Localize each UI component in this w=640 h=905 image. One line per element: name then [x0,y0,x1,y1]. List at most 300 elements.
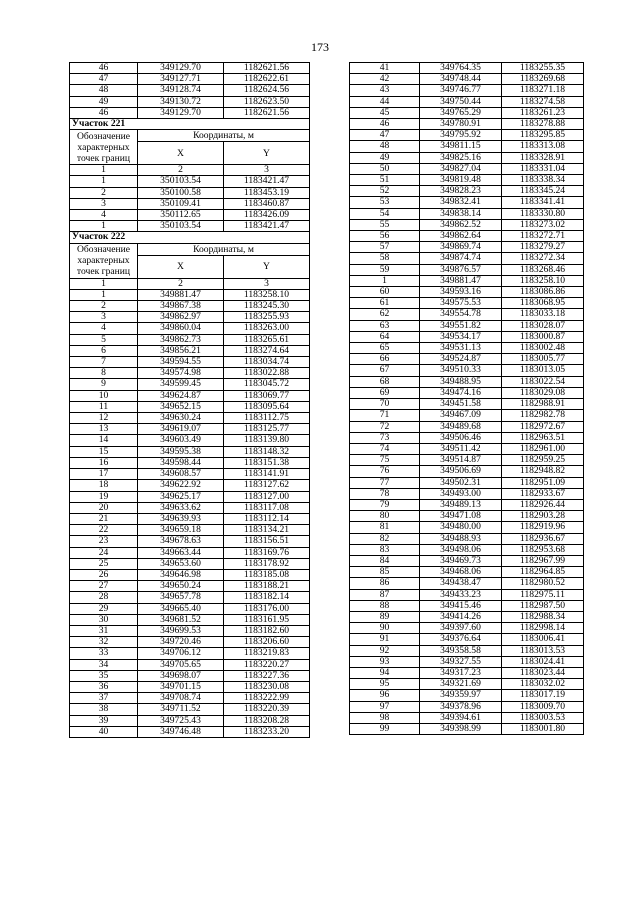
y-coordinate-cell: 1182623.50 [224,96,310,107]
x-coordinate-cell: 349468.06 [420,567,502,578]
point-number-cell: 77 [350,477,420,488]
point-number-cell: 72 [350,421,420,432]
point-number-cell: 49 [350,152,420,163]
y-coordinate-cell: 1183023.44 [502,667,584,678]
y-coordinate-cell: 1183222.99 [224,693,310,704]
table-row [70,221,310,232]
table-row [350,163,584,174]
point-number-cell: 57 [350,242,420,253]
x-coordinate-cell: 350100.58 [138,187,224,198]
point-number-cell: 25 [70,558,138,569]
x-coordinate-cell: 350109.41 [138,198,224,209]
x-coordinate-cell: 349720.46 [138,637,224,648]
section-title-row [70,119,310,130]
y-coordinate-cell: 1182998.14 [502,623,584,634]
y-coordinate-cell: 1183182.60 [224,625,310,636]
y-coordinate-cell: 1182961.00 [502,443,584,454]
table-row [350,466,584,477]
y-coordinate-cell: 1182987.50 [502,600,584,611]
y-coordinate-cell: 1182936.67 [502,533,584,544]
y-coordinate-cell: 1183032.02 [502,679,584,690]
x-coordinate-cell: 349598.44 [138,457,224,468]
x-coordinate-cell: 349869.74 [420,242,502,253]
y-coordinate-cell: 1182903.28 [502,511,584,522]
y-coordinate-cell: 1183345.24 [502,186,584,197]
point-number-cell: 26 [70,569,138,580]
table-row [350,410,584,421]
x-coordinate-cell: 349825.16 [420,152,502,163]
x-coordinate-cell: 349321.69 [420,679,502,690]
point-number-cell: 21 [70,513,138,524]
x-coordinate-cell: 349489.68 [420,421,502,432]
point-number-cell: 85 [350,567,420,578]
table-row [350,623,584,634]
point-number-cell: 47 [70,74,138,85]
x-coordinate-cell: 349630.24 [138,413,224,424]
x-coordinate-cell: 349838.14 [420,208,502,219]
point-number-cell: 89 [350,611,420,622]
x-coordinate-cell: 349665.40 [138,603,224,614]
point-number-cell: 55 [350,219,420,230]
point-number-cell: 58 [350,253,420,264]
point-number-cell: 20 [70,502,138,513]
y-coordinate-cell: 1182919.96 [502,522,584,533]
y-coordinate-cell: 1183265.61 [224,334,310,345]
table-row [70,63,310,74]
y-coordinate-cell: 1182963.51 [502,432,584,443]
x-coordinate-cell: 349551.82 [420,320,502,331]
table-row [70,603,310,614]
y-coordinate-cell: 1182926.44 [502,499,584,510]
point-number-cell: 43 [350,85,420,96]
point-number-cell: 5 [70,334,138,345]
y-coordinate-cell: 1183268.46 [502,264,584,275]
designation-header: Обозначение характерных точек границ [70,130,138,165]
table-row [70,715,310,726]
x-coordinate-cell: 349867.38 [138,301,224,312]
table-row [70,424,310,435]
x-coordinate-cell: 349129.70 [138,63,224,74]
point-number-cell: 6 [70,345,138,356]
table-row [70,536,310,547]
point-number-cell: 27 [70,581,138,592]
x-coordinate-cell: 349603.49 [138,435,224,446]
x-coordinate-cell: 349451.58 [420,399,502,410]
point-number-cell: 96 [350,690,420,701]
point-number-cell: 48 [350,141,420,152]
y-coordinate-cell: 1182622.61 [224,74,310,85]
x-coordinate-cell: 349534.17 [420,331,502,342]
table-row [350,499,584,510]
point-number-cell: 19 [70,491,138,502]
y-coordinate-cell: 1182624.56 [224,85,310,96]
x-coordinate-cell: 349748.44 [420,74,502,85]
x-coordinate-cell: 349599.45 [138,379,224,390]
x-coordinate-cell: 349130.72 [138,96,224,107]
y-coordinate-cell: 1183151.38 [224,457,310,468]
y-coordinate-cell: 1183245.30 [224,301,310,312]
table-row [350,645,584,656]
table-row [350,589,584,600]
y-coordinate-cell: 1183279.27 [502,242,584,253]
table-row [350,219,584,230]
point-number-cell: 24 [70,547,138,558]
point-number-cell: 86 [350,578,420,589]
point-number-cell: 49 [70,96,138,107]
table-row [350,152,584,163]
x-coordinate-cell: 349746.77 [420,85,502,96]
point-number-cell: 46 [70,107,138,118]
point-number-cell: 37 [70,693,138,704]
x-coordinate-cell: 349653.60 [138,558,224,569]
table-row [70,289,310,300]
right-coordinates-table [349,62,584,735]
point-number-cell: 78 [350,488,420,499]
x-coordinate-cell: 349678.63 [138,536,224,547]
y-coordinate-cell: 1183022.88 [224,368,310,379]
y-coordinate-cell: 1183013.05 [502,365,584,376]
column-number: 2 [138,165,224,176]
table-row [350,555,584,566]
y-coordinate-cell: 1183086.86 [502,287,584,298]
x-coordinate-cell: 349657.78 [138,592,224,603]
y-coordinate-cell: 1182933.67 [502,488,584,499]
y-coordinate-cell: 1183421.47 [224,176,310,187]
point-number-cell: 47 [350,130,420,141]
x-coordinate-cell: 349764.35 [420,63,502,74]
y-coordinate-cell: 1183188.21 [224,581,310,592]
x-coordinate-cell: 349746.48 [138,726,224,737]
y-coordinate-cell: 1183274.64 [224,345,310,356]
column-number: 3 [224,278,310,289]
table-row [70,513,310,524]
y-coordinate-cell: 1183453.19 [224,187,310,198]
x-coordinate-cell: 349359.97 [420,690,502,701]
x-coordinate-cell: 349832.41 [420,197,502,208]
table-row [350,130,584,141]
table-row [350,376,584,387]
table-row [350,477,584,488]
x-coordinate-cell: 349510.33 [420,365,502,376]
x-coordinate-cell: 349474.16 [420,387,502,398]
y-coordinate-cell: 1183141.91 [224,469,310,480]
y-header: Y [224,142,310,165]
x-coordinate-cell: 349699.53 [138,625,224,636]
y-coordinate-cell: 1183255.35 [502,63,584,74]
x-coordinate-cell: 349795.92 [420,130,502,141]
table-row [70,726,310,737]
point-number-cell: 3 [70,198,138,209]
x-coordinate-cell: 349506.69 [420,466,502,477]
table-row [70,625,310,636]
x-coordinate-cell: 349514.87 [420,455,502,466]
table-row [70,74,310,85]
point-number-cell: 4 [70,210,138,221]
x-coordinate-cell: 349394.61 [420,712,502,723]
table-row [350,399,584,410]
point-number-cell: 40 [70,726,138,737]
y-coordinate-cell: 1182964.85 [502,567,584,578]
y-coordinate-cell: 1183045.72 [224,379,310,390]
section-title: Участок 221 [70,119,310,130]
x-coordinate-cell: 349862.73 [138,334,224,345]
y-coordinate-cell: 1182975.11 [502,589,584,600]
table-row [70,210,310,221]
point-number-cell: 61 [350,298,420,309]
table-row [70,357,310,368]
y-coordinate-cell: 1183117.08 [224,502,310,513]
y-coordinate-cell: 1183176.00 [224,603,310,614]
x-coordinate-cell: 349595.38 [138,446,224,457]
point-number-cell: 98 [350,712,420,723]
table-row [70,301,310,312]
x-coordinate-cell: 349624.87 [138,390,224,401]
point-number-cell: 94 [350,667,420,678]
table-row [350,522,584,533]
y-coordinate-cell: 1183421.47 [224,221,310,232]
y-coordinate-cell: 1183220.27 [224,659,310,670]
table-row [350,298,584,309]
x-coordinate-cell: 349414.26 [420,611,502,622]
y-coordinate-cell: 1183002.48 [502,343,584,354]
x-coordinate-cell: 349708.74 [138,693,224,704]
table-row [350,567,584,578]
x-coordinate-cell: 349701.15 [138,681,224,692]
y-coordinate-cell: 1183233.20 [224,726,310,737]
point-number-cell: 59 [350,264,420,275]
table-row [350,432,584,443]
point-number-cell: 81 [350,522,420,533]
table-row [70,637,310,648]
y-coordinate-cell: 1183095.64 [224,401,310,412]
y-coordinate-cell: 1183295.85 [502,130,584,141]
x-coordinate-cell: 349608.57 [138,469,224,480]
y-coordinate-cell: 1183255.93 [224,312,310,323]
x-coordinate-cell: 349438.47 [420,578,502,589]
point-number-cell: 15 [70,446,138,457]
y-coordinate-cell: 1182972.67 [502,421,584,432]
table-row [350,701,584,712]
table-row [350,175,584,186]
y-coordinate-cell: 1182948.82 [502,466,584,477]
x-coordinate-cell: 349881.47 [138,289,224,300]
point-number-cell: 75 [350,455,420,466]
y-coordinate-cell: 1183219.83 [224,648,310,659]
x-coordinate-cell: 350112.65 [138,210,224,221]
y-coordinate-cell: 1183272.71 [502,231,584,242]
table-row [350,119,584,130]
point-number-cell: 8 [70,368,138,379]
table-row [70,469,310,480]
table-row [350,275,584,286]
y-coordinate-cell: 1183178.92 [224,558,310,569]
point-number-cell: 35 [70,670,138,681]
point-number-cell: 32 [70,637,138,648]
table-row [350,634,584,645]
point-number-cell: 63 [350,320,420,331]
point-number-cell: 62 [350,309,420,320]
table-row [350,96,584,107]
y-coordinate-cell: 1183206.60 [224,637,310,648]
table-row [350,320,584,331]
point-number-cell: 70 [350,399,420,410]
y-coordinate-cell: 1183426.09 [224,210,310,221]
table-row [70,558,310,569]
table-row [350,511,584,522]
x-coordinate-cell: 349531.13 [420,343,502,354]
x-coordinate-cell: 349881.47 [420,275,502,286]
x-coordinate-cell: 349705.65 [138,659,224,670]
point-number-cell: 23 [70,536,138,547]
y-coordinate-cell: 1183169.76 [224,547,310,558]
point-number-cell: 42 [350,74,420,85]
table-row [350,141,584,152]
y-coordinate-cell: 1183127.00 [224,491,310,502]
point-number-cell: 18 [70,480,138,491]
table-row [70,413,310,424]
x-coordinate-cell: 349819.48 [420,175,502,186]
y-coordinate-cell: 1183000.87 [502,331,584,342]
point-number-cell: 36 [70,681,138,692]
point-number-cell: 68 [350,376,420,387]
y-coordinate-cell: 1183263.00 [224,323,310,334]
table-row [70,368,310,379]
x-coordinate-cell: 349663.44 [138,547,224,558]
y-coordinate-cell: 1183112.75 [224,413,310,424]
point-number-cell: 1 [70,221,138,232]
point-number-cell: 46 [350,119,420,130]
x-coordinate-cell: 349415.46 [420,600,502,611]
table-row [70,480,310,491]
y-coordinate-cell: 1183313.08 [502,141,584,152]
x-coordinate-cell: 349397.60 [420,623,502,634]
x-coordinate-cell: 349619.07 [138,424,224,435]
table-row [70,85,310,96]
x-coordinate-cell: 349493.00 [420,488,502,499]
table-row [350,443,584,454]
x-coordinate-cell: 349860.04 [138,323,224,334]
y-coordinate-cell: 1183024.41 [502,656,584,667]
x-coordinate-cell: 349862.97 [138,312,224,323]
point-number-cell: 71 [350,410,420,421]
x-coordinate-cell: 349827.04 [420,163,502,174]
header-row [70,130,310,142]
y-coordinate-cell: 1183230.08 [224,681,310,692]
y-coordinate-cell: 1183125.77 [224,424,310,435]
point-number-cell: 13 [70,424,138,435]
x-coordinate-cell: 349862.52 [420,219,502,230]
table-row [70,659,310,670]
y-coordinate-cell: 1183028.07 [502,320,584,331]
y-coordinate-cell: 1183069.77 [224,390,310,401]
table-row [70,176,310,187]
point-number-cell: 2 [70,301,138,312]
y-coordinate-cell: 1183161.95 [224,614,310,625]
column-number: 1 [70,165,138,176]
x-coordinate-cell: 349498.06 [420,544,502,555]
y-coordinate-cell: 1183269.68 [502,74,584,85]
x-coordinate-cell: 349480.00 [420,522,502,533]
x-coordinate-cell: 349625.17 [138,491,224,502]
y-coordinate-cell: 1182959.25 [502,455,584,466]
point-number-cell: 87 [350,589,420,600]
table-row [70,547,310,558]
point-number-cell: 50 [350,163,420,174]
coordinates-header: Координаты, м [138,243,310,255]
table-row [350,343,584,354]
table-row [70,446,310,457]
x-coordinate-cell: 349765.29 [420,107,502,118]
page-number: 173 [311,40,329,54]
point-number-cell: 74 [350,443,420,454]
x-coordinate-cell: 349650.24 [138,581,224,592]
point-number-cell: 88 [350,600,420,611]
x-coordinate-cell: 349376.64 [420,634,502,645]
table-row [350,197,584,208]
x-coordinate-cell: 349127.71 [138,74,224,85]
x-coordinate-cell: 349659.18 [138,525,224,536]
point-number-cell: 53 [350,197,420,208]
point-number-cell: 1 [70,176,138,187]
point-number-cell: 38 [70,704,138,715]
table-row [350,455,584,466]
y-coordinate-cell: 1183029.08 [502,387,584,398]
table-row [350,611,584,622]
column-number-row [70,165,310,176]
y-coordinate-cell: 1183330.80 [502,208,584,219]
y-coordinate-cell: 1183182.14 [224,592,310,603]
table-row [350,600,584,611]
point-number-cell: 9 [70,379,138,390]
table-row [70,491,310,502]
table-row [70,681,310,692]
point-number-cell: 60 [350,287,420,298]
table-row [70,457,310,468]
table-row [350,488,584,499]
y-coordinate-cell: 1183208.28 [224,715,310,726]
y-coordinate-cell: 1183005.77 [502,354,584,365]
table-row [70,569,310,580]
point-number-cell: 1 [350,275,420,286]
point-number-cell: 44 [350,96,420,107]
x-coordinate-cell: 349502.31 [420,477,502,488]
table-row [70,435,310,446]
table-row [70,525,310,536]
y-coordinate-cell: 1182967.99 [502,555,584,566]
x-coordinate-cell: 349622.92 [138,480,224,491]
y-coordinate-cell: 1182951.09 [502,477,584,488]
x-coordinate-cell: 349856.21 [138,345,224,356]
table-row [70,96,310,107]
section-title-row [70,232,310,243]
point-number-cell: 76 [350,466,420,477]
y-coordinate-cell: 1183139.80 [224,435,310,446]
y-coordinate-cell: 1183003.53 [502,712,584,723]
point-number-cell: 45 [350,107,420,118]
x-coordinate-cell: 349711.52 [138,704,224,715]
point-number-cell: 39 [70,715,138,726]
point-number-cell: 51 [350,175,420,186]
table-row [350,74,584,85]
y-coordinate-cell: 1183112.14 [224,513,310,524]
y-coordinate-cell: 1183258.10 [224,289,310,300]
point-number-cell: 64 [350,331,420,342]
x-coordinate-cell: 350103.54 [138,221,224,232]
point-number-cell: 14 [70,435,138,446]
table-row [350,421,584,432]
table-row [70,107,310,118]
designation-header: Обозначение характерных точек границ [70,243,138,278]
